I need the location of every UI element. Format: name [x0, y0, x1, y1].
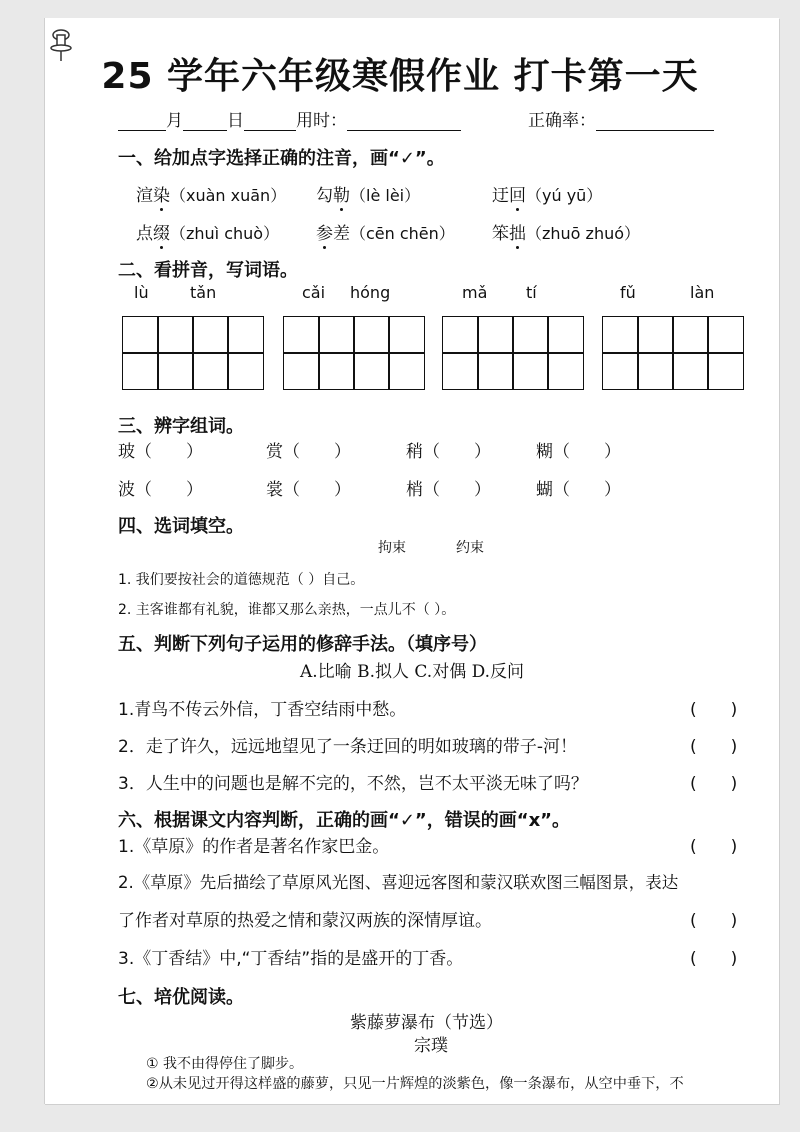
- dotted-char: 染: [153, 186, 170, 206]
- section-2-heading: 二、看拼音，写词语。: [118, 260, 298, 281]
- pinyin-word-3a: mǎ: [462, 283, 488, 302]
- pinyin-options: （lè lèi）: [350, 186, 421, 205]
- word-group-item[interactable]: 玻（ ）: [118, 442, 203, 462]
- paragraph-2: ②从未见过开得这样盛的藤萝，只见一片辉煌的淡紫色，像一条瀑布，从空中垂下，不: [146, 1076, 684, 1092]
- month-label: 月: [166, 111, 183, 131]
- date-time-line: [118, 106, 461, 131]
- day-blank[interactable]: [183, 112, 227, 131]
- word-group-item[interactable]: 波（ ）: [118, 480, 203, 500]
- article-author: 宗璞: [414, 1036, 448, 1056]
- section-4-heading: 四、选词填空。: [118, 516, 244, 537]
- section-3-heading: 三、辨字组词。: [118, 416, 244, 437]
- dotted-char: 回: [509, 186, 526, 206]
- writing-grid-3[interactable]: [442, 316, 584, 390]
- char: 勾: [316, 186, 333, 206]
- dotted-char: 参: [316, 224, 333, 244]
- word-group-item[interactable]: 梢（ ）: [406, 480, 491, 500]
- answer-paren[interactable]: ( ): [690, 911, 738, 931]
- rhetoric-choices: A.比喻 B.拟人 C.对偶 D.反问: [300, 662, 525, 682]
- word-group-item[interactable]: 稍（ ）: [406, 442, 491, 462]
- writing-grid-2[interactable]: [283, 316, 425, 390]
- month-blank[interactable]: [118, 112, 166, 131]
- rhetoric-question-1: 1.青鸟不传云外信，丁香空结雨中愁。: [118, 700, 407, 720]
- word-group-item[interactable]: 蝴（ ）: [536, 480, 621, 500]
- word-group-item[interactable]: 糊（ ）: [536, 442, 621, 462]
- pinyin-word-1b: tǎn: [190, 283, 217, 302]
- accuracy-label: 正确率：: [528, 111, 596, 131]
- answer-paren[interactable]: ( ): [690, 949, 738, 969]
- fill-question-1[interactable]: 1. 我们要按社会的道德规范（ ）自己。: [118, 572, 365, 588]
- pinyin-word-1a: lù: [134, 283, 149, 302]
- time-blank[interactable]: [347, 112, 461, 131]
- judge-question-1: 1.《草原》的作者是著名作家巴金。: [118, 837, 390, 857]
- pinyin-item-3[interactable]: [492, 181, 602, 206]
- pinyin-item-6[interactable]: [492, 219, 640, 244]
- pinyin-word-2b: hóng: [350, 283, 391, 302]
- section-6-heading: 六、根据课文内容判断，正确的画“✓”，错误的画“x”。: [118, 810, 571, 831]
- char: 迂: [492, 186, 509, 206]
- judge-question-2: 2.《草原》先后描绘了草原风光图、喜迎远客图和蒙汉联欢图三幅图景，表达: [118, 873, 679, 892]
- dotted-char: 拙: [509, 224, 526, 244]
- char: 渲: [136, 186, 153, 206]
- section-7-heading: 七、培优阅读。: [118, 987, 244, 1008]
- pinyin-word-4a: fǔ: [620, 283, 636, 302]
- writing-grid-1[interactable]: [122, 316, 264, 390]
- pinyin-options: （cēn chēn）: [350, 224, 455, 243]
- char: 笨: [492, 224, 509, 244]
- pinyin-item-5[interactable]: [316, 219, 455, 244]
- pinyin-word-3b: tí: [526, 283, 537, 302]
- pinyin-options: （zhuō zhuó）: [526, 224, 641, 243]
- pinyin-options: （yú yū）: [526, 186, 603, 205]
- judge-question-3: 3.《丁香结》中,“丁香结”指的是盛开的丁香。: [118, 949, 464, 969]
- pinyin-word-4b: làn: [690, 283, 715, 302]
- pinyin-options: （xuàn xuān）: [170, 186, 287, 205]
- section-5-heading: 五、判断下列句子运用的修辞手法。（填序号）: [118, 634, 487, 655]
- spacer-blank: [244, 112, 296, 131]
- answer-paren[interactable]: ( ): [690, 774, 738, 794]
- pinyin-item-4[interactable]: [136, 219, 279, 244]
- option-word-2: 约束: [456, 540, 484, 556]
- pinyin-item-1[interactable]: [136, 181, 286, 206]
- page-title: 25 学年六年级寒假作业 打卡第一天: [101, 56, 699, 97]
- rhetoric-question-3: 3．人生中的问题也是解不完的，不然，岂不太平淡无味了吗？: [118, 774, 588, 794]
- char: 差: [333, 224, 350, 244]
- article-title: 紫藤萝瀑布（节选）: [350, 1013, 503, 1033]
- word-group-item[interactable]: 赏（ ）: [266, 442, 351, 462]
- accuracy-line: [528, 106, 714, 131]
- day-label: 日: [227, 111, 244, 131]
- option-word-1: 拘束: [378, 540, 406, 556]
- pinyin-item-2[interactable]: [316, 181, 420, 206]
- rhetoric-question-2: 2．走了许久，远远地望见了一条迂回的明如玻璃的带子-河！: [118, 737, 577, 757]
- accuracy-blank[interactable]: [596, 112, 714, 131]
- answer-paren[interactable]: ( ): [690, 837, 738, 857]
- dotted-char: 缀: [153, 224, 170, 244]
- time-label: 用时：: [296, 111, 347, 131]
- judge-question-2-cont: 了作者对草原的热爱之情和蒙汉两族的深情厚谊。: [118, 911, 492, 931]
- char: 点: [136, 224, 153, 244]
- word-group-item[interactable]: 裳（ ）: [266, 480, 351, 500]
- paragraph-1: ① 我不由得停住了脚步。: [146, 1056, 304, 1072]
- fill-question-2[interactable]: 2. 主客谁都有礼貌，谁都又那么亲热，一点儿不（ ）。: [118, 602, 456, 618]
- answer-paren[interactable]: ( ): [690, 700, 738, 720]
- pinyin-word-2a: cǎi: [302, 283, 326, 302]
- dotted-char: 勒: [333, 186, 350, 206]
- pinyin-options: （zhuì chuò）: [170, 224, 280, 243]
- section-1-heading: 一、给加点字选择正确的注音，画“✓”。: [118, 148, 445, 169]
- writing-grid-4[interactable]: [602, 316, 744, 390]
- answer-paren[interactable]: ( ): [690, 737, 738, 757]
